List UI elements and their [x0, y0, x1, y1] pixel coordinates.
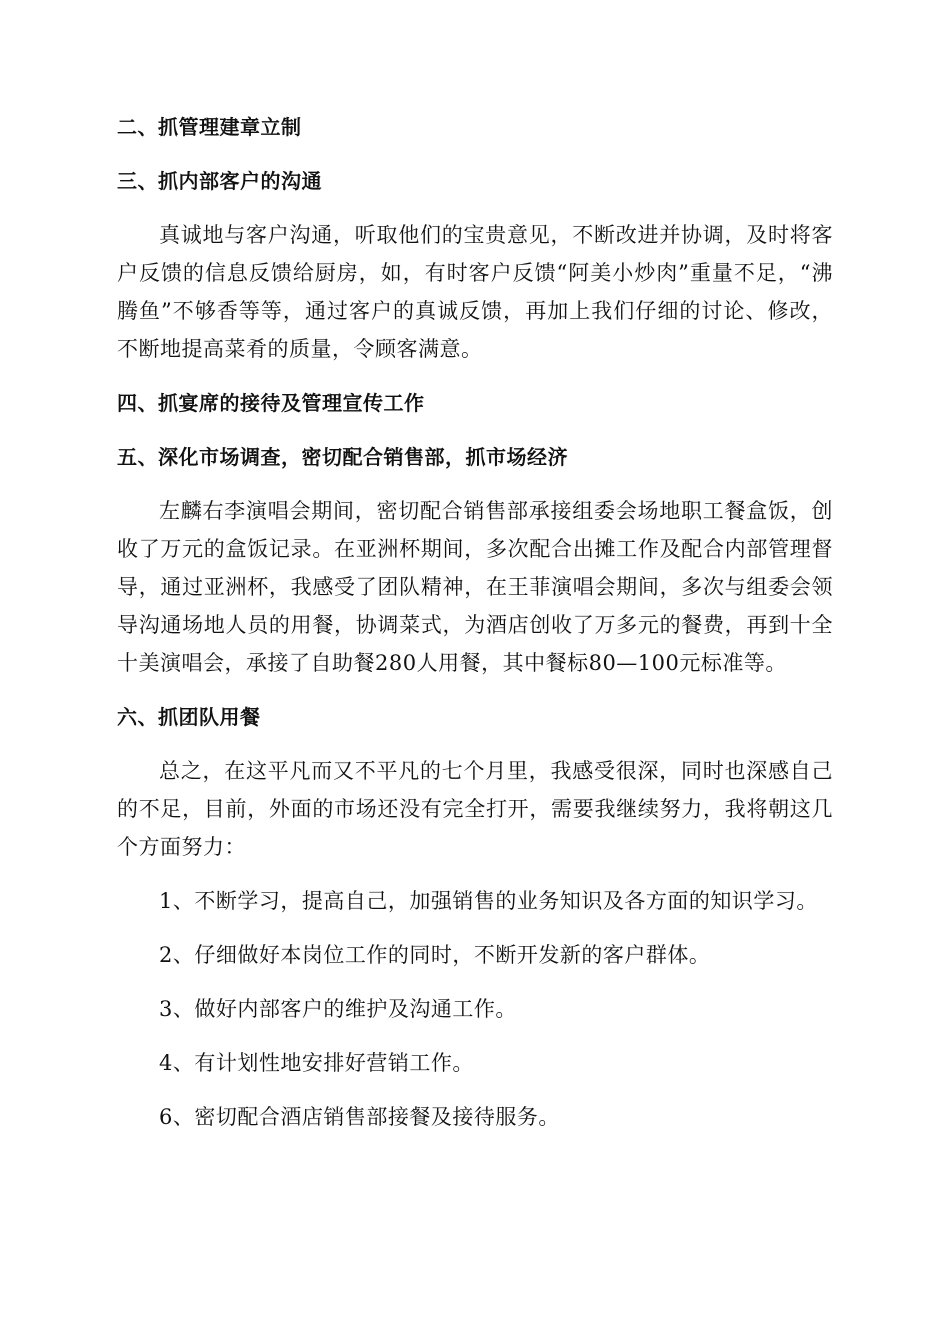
paragraph-communication: 真诚地与客户沟通，听取他们的宝贵意见，不断改进并协调，及时将客户反馈的信息反馈给厨房，如，有时客户反馈“阿美小炒肉”重量不足，“沸腾鱼”不够香等等，通过客户的真诚反馈，再加上我们仔细的讨论、修改，不断地提高菜肴的质量，令顾客满意。: [117, 223, 833, 361]
document-body: [117, 108, 833, 1152]
paragraph-summary: 总之，在这平凡而又不平凡的七个月里，我感受很深，同时也深感自己的不足，目前，外面的市场还没有完全打开，需要我继续努力，我将朝这几个方面努力：: [117, 759, 833, 859]
list-item-6: 6、密切配合酒店销售部接餐及接待服务。: [159, 1105, 560, 1129]
list-item-4: 4、有计划性地安排好营销工作。: [159, 1051, 474, 1075]
heading-5: 五、深化市场调查，密切配合销售部，抓市场经济: [117, 445, 568, 469]
list-item-3: 3、做好内部客户的维护及沟通工作。: [159, 997, 517, 1021]
heading-6: 六、抓团队用餐: [117, 705, 261, 729]
heading-3: 三、抓内部客户的沟通: [117, 169, 322, 193]
list-item-2: 2、仔细做好本岗位工作的同时，不断开发新的客户群体。: [159, 943, 711, 967]
list-item-1: 1、不断学习，提高自己，加强销售的业务知识及各方面的知识学习。: [159, 889, 818, 913]
heading-4: 四、抓宴席的接待及管理宣传工作: [117, 391, 425, 415]
paragraph-market: 左麟右李演唱会期间，密切配合销售部承接组委会场地职工餐盒饭，创收了万元的盒饭记录。在亚洲杯期间，多次配合出摊工作及配合内部管理督导，通过亚洲杯，我感受了团队精神，在王菲演唱会期间，多次与组委会领导沟通场地人员的用餐，协调菜式，为酒店创收了万多元的餐费，再到十全十美演唱会，承接了自助餐280人用餐，其中餐标80—100元标准等。: [117, 499, 833, 675]
heading-2: 二、抓管理建章立制: [117, 115, 302, 139]
